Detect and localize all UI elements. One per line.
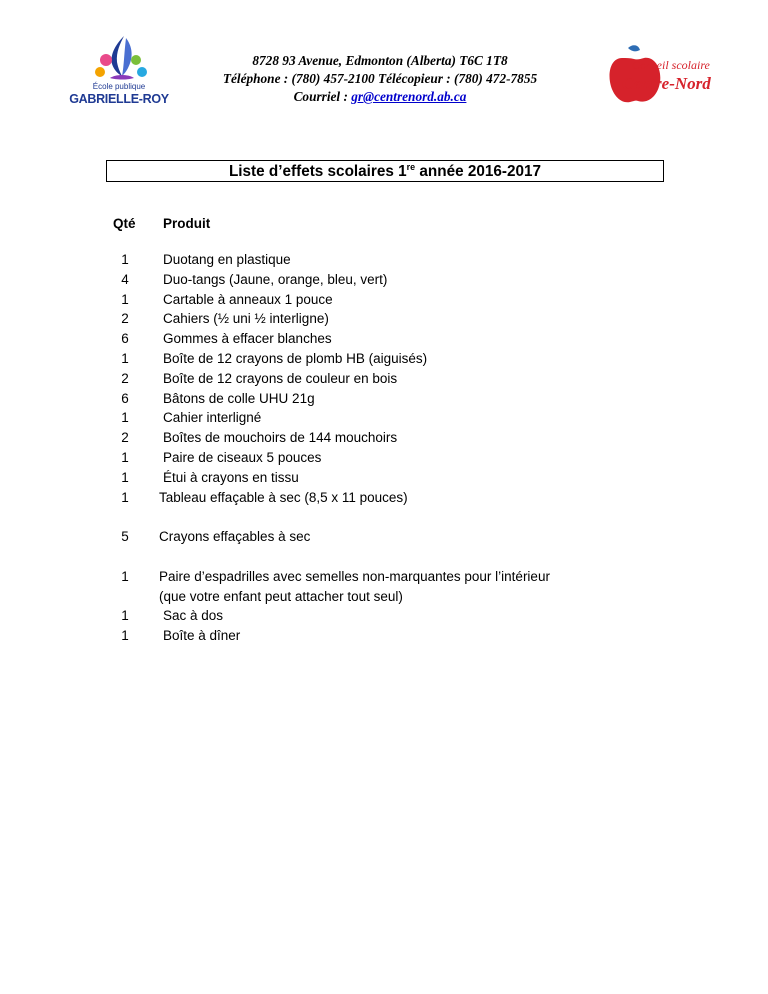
- list-item: [0, 349, 768, 369]
- column-header-qty: Qté: [113, 216, 136, 231]
- column-header-product: Produit: [163, 216, 211, 231]
- list-item: [0, 448, 768, 468]
- item-product: Gommes à effacer blanches: [163, 331, 332, 347]
- item-quantity: 4: [121, 271, 129, 287]
- document-title: [106, 160, 664, 182]
- item-product: Cahier interligné: [163, 410, 262, 426]
- item-quantity: 1: [121, 568, 129, 584]
- group-spacer: [0, 547, 768, 567]
- item-product: Cartable à anneaux 1 pouce: [163, 291, 333, 307]
- email-label: Courriel :: [293, 89, 348, 104]
- item-quantity: 2: [121, 311, 129, 327]
- item-quantity: 1: [121, 252, 129, 267]
- item-quantity: 1: [121, 350, 129, 366]
- item-quantity: 6: [121, 331, 129, 347]
- item-product: Duo-tangs (Jaune, orange, bleu, vert): [163, 271, 388, 287]
- address-line: 8728 93 Avenue, Edmonton (Alberta) T6C 1T8: [252, 53, 508, 68]
- item-quantity: 2: [121, 430, 129, 446]
- phone-line: Téléphone : (780) 457-2100 Télécopieur : (780) 472-7855: [222, 71, 538, 86]
- item-product: Cahiers (½ uni ½ interligne): [163, 311, 329, 327]
- item-quantity: 5: [121, 529, 129, 545]
- list-item: [0, 408, 768, 428]
- email-link[interactable]: gr@centrenord.ab.ca: [351, 89, 467, 104]
- board-line2: Centre-Nord: [622, 74, 711, 93]
- list-item: [0, 369, 768, 389]
- school-logo: [62, 30, 176, 112]
- list-item: [0, 567, 768, 587]
- title-suffix: année 2016-2017: [415, 163, 542, 180]
- item-product: Boîte de 12 crayons de couleur en bois: [163, 370, 398, 386]
- supply-list: [0, 250, 768, 646]
- list-item: [0, 270, 768, 290]
- item-product: Paire de ciseaux 5 pouces: [163, 449, 322, 465]
- item-product: Boîte de 12 crayons de plomb HB (aiguisés): [163, 350, 428, 366]
- item-quantity: 2: [121, 370, 129, 386]
- board-line1: Conseil scolaire: [632, 58, 710, 72]
- group-spacer: [0, 507, 768, 527]
- list-item: [0, 488, 768, 508]
- list-item: [0, 527, 768, 547]
- item-quantity: 1: [121, 449, 129, 465]
- item-product: Tableau effaçable à sec (8,5 x 11 pouces): [159, 489, 408, 505]
- list-item: [0, 428, 768, 448]
- list-item: [0, 468, 768, 488]
- title-prefix: Liste d’effets scolaires 1: [228, 163, 407, 180]
- item-quantity: 1: [121, 489, 129, 505]
- list-item: [0, 329, 768, 349]
- item-quantity: 1: [121, 608, 129, 624]
- item-product: (que votre enfant peut attacher tout seul): [159, 588, 403, 604]
- title-superscript: re: [406, 162, 416, 172]
- item-product: Paire d’espadrilles avec semelles non-marquantes pour l’intérieur: [159, 568, 550, 584]
- list-item: [0, 389, 768, 409]
- item-product: Sac à dos: [163, 608, 224, 624]
- list-item: [0, 606, 768, 626]
- item-product: Boîtes de mouchoirs de 144 mouchoirs: [163, 430, 398, 446]
- item-product: Étui à crayons en tissu: [163, 469, 299, 485]
- list-item: [0, 250, 768, 270]
- list-item: [0, 587, 768, 607]
- item-product: Duotang en plastique: [163, 252, 291, 267]
- list-item: [0, 309, 768, 329]
- email-line: [190, 88, 570, 106]
- item-quantity: 1: [121, 628, 129, 644]
- list-item: [0, 626, 768, 646]
- item-quantity: 6: [121, 390, 129, 406]
- item-product: Bâtons de colle UHU 21g: [163, 390, 315, 406]
- item-quantity: 1: [121, 291, 129, 307]
- school-label: École publique: [92, 82, 146, 91]
- address-block: [190, 52, 570, 106]
- item-quantity: 1: [121, 469, 129, 485]
- list-item: [0, 290, 768, 310]
- board-logo: [608, 44, 714, 106]
- school-name: GABRIELLE-ROY: [69, 92, 169, 106]
- item-product: Crayons effaçables à sec: [159, 529, 311, 545]
- item-product: Boîte à dîner: [163, 628, 241, 644]
- item-quantity: 1: [121, 410, 129, 426]
